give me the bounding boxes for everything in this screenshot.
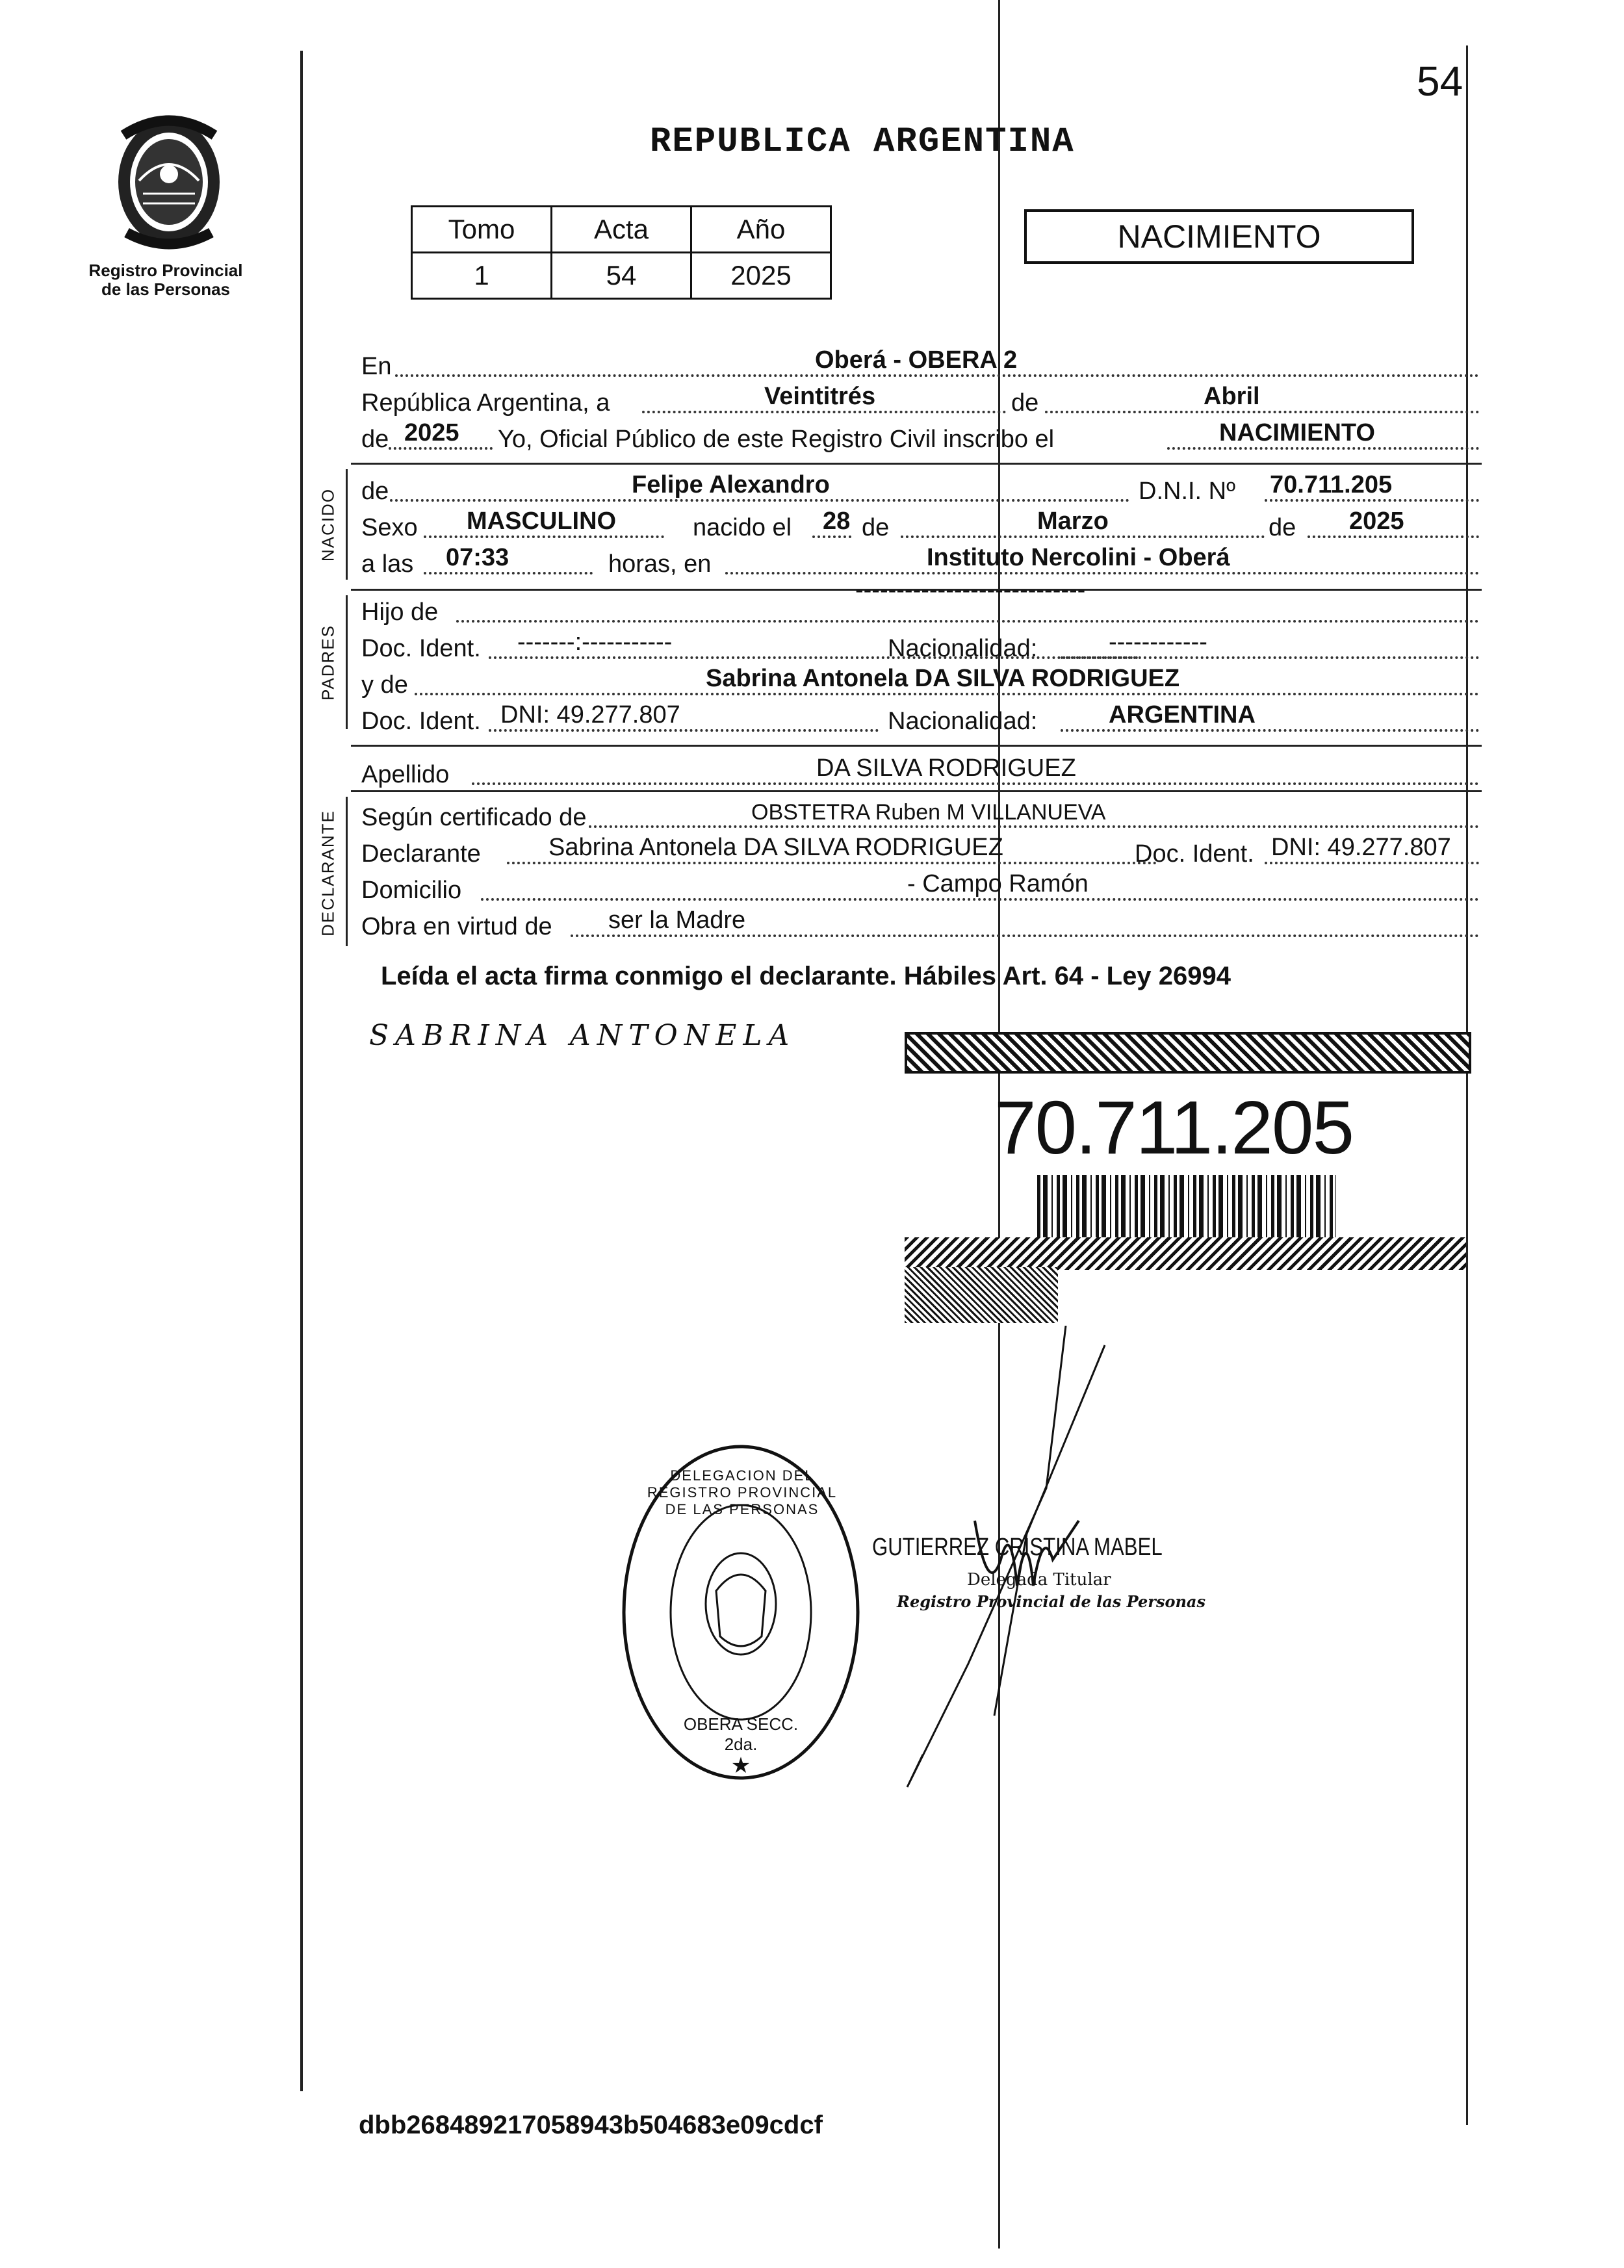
table-cell: 54 <box>552 253 691 299</box>
apellido-label: Apellido <box>361 761 450 788</box>
declarante-section-label: DECLARANTE <box>318 810 338 936</box>
child-dni-value: 70.711.205 <box>1270 471 1393 498</box>
a-las-label: a las <box>361 550 414 578</box>
logo-caption <box>84 261 247 299</box>
security-pattern-bottom <box>905 1237 1466 1270</box>
decl-doc-label: Doc. Ident. <box>1135 840 1254 868</box>
nacido-bracket <box>346 469 348 580</box>
nacionalidad-label-2: Nacionalidad: <box>888 708 1038 735</box>
birth-month-value: Marzo <box>1037 508 1109 535</box>
padres-line-hijo <box>361 576 1479 629</box>
nacido-line-sexo <box>361 504 1479 545</box>
tomo-acta-anio-table <box>411 205 832 300</box>
de-label-2: de <box>361 426 389 453</box>
father-doc-value: -------:----------- <box>517 628 673 656</box>
table-header-cell: Acta <box>552 207 691 253</box>
intro-line-year <box>361 416 1479 456</box>
stamp-bottom-text: OBERA SECC. 2da. <box>683 1714 799 1754</box>
de-label-3: de <box>1269 514 1296 541</box>
sexo-value: MASCULINO <box>467 508 617 535</box>
apellido-value: DA SILVA RODRIGUEZ <box>816 754 1076 782</box>
declarante-line-name <box>361 831 1479 871</box>
leida-statement: Leída el acta firma conmigo el declarante. Hábiles Art. 64 - Ley 26994 <box>381 962 1231 990</box>
mother-name-value: Sabrina Antonela DA SILVA RODRIGUEZ <box>706 665 1180 692</box>
official-round-stamp <box>619 1441 863 1783</box>
apellido-line <box>361 751 1479 792</box>
declarante-bracket <box>346 797 348 946</box>
table-cell: 1 <box>412 253 552 299</box>
en-label: En <box>361 353 392 380</box>
intro-line-en <box>361 343 1479 383</box>
y-de-label: y de <box>361 671 408 699</box>
declarante-line-cert <box>361 794 1479 834</box>
sexo-label: Sexo <box>361 514 418 541</box>
document-hash: dbb268489217058943b504683e09cdcf <box>359 2111 823 2139</box>
month-value: Abril <box>1204 383 1260 410</box>
cert-value: OBSTETRA Ruben M VILLANUEVA <box>751 800 1106 825</box>
inscribe-type-value: NACIMIENTO <box>1219 419 1375 446</box>
mother-doc-value: DNI: 49.277.807 <box>500 701 680 728</box>
nacido-line-name <box>361 468 1479 508</box>
padres-section-label: PADRES <box>318 625 338 701</box>
table-header-row <box>412 207 831 253</box>
declarante-line-obra <box>361 903 1479 944</box>
barcode <box>1037 1175 1336 1237</box>
declarant-handwritten-signature: SABRINA ANTONELA <box>369 1019 796 1052</box>
de-label: de <box>1011 389 1039 417</box>
province-logo <box>110 109 227 259</box>
birth-place-value: Instituto Nercolini - Oberá <box>927 544 1230 571</box>
signature-icon <box>897 1326 1157 1807</box>
father-name-value: ---------------------------- <box>855 576 1086 604</box>
birth-year-value: 2025 <box>1349 508 1404 535</box>
left-margin-line <box>300 51 303 2091</box>
doc-ident-label-2: Doc. Ident. <box>361 708 481 735</box>
section-divider <box>351 745 1482 747</box>
declarante-name-value: Sabrina Antonela DA SILVA RODRIGUEZ <box>548 834 1003 861</box>
nacido-section-label: NACIDO <box>318 487 338 562</box>
doc-ident-label: Doc. Ident. <box>361 635 481 662</box>
year-value: 2025 <box>404 419 459 446</box>
nacido-el-label: nacido el <box>693 514 792 541</box>
section-divider <box>351 463 1482 465</box>
security-pattern-top <box>905 1032 1471 1074</box>
security-hologram <box>905 1267 1058 1323</box>
nacionalidad-label: Nacionalidad: <box>888 635 1038 662</box>
republica-label: República Argentina, a <box>361 389 610 417</box>
padres-bracket <box>346 595 348 729</box>
mother-nac-value: ARGENTINA <box>1109 701 1256 728</box>
obra-value: ser la Madre <box>608 907 746 934</box>
domicilio-label: Domicilio <box>361 877 462 904</box>
intro-line-republica <box>361 380 1479 420</box>
de-label: de <box>361 478 389 505</box>
nacido-line-hora <box>361 541 1479 581</box>
table-header-cell: Tomo <box>412 207 552 253</box>
declarante-line-domicilio <box>361 867 1479 907</box>
hijo-de-label: Hijo de <box>361 599 439 626</box>
svg-text:★: ★ <box>730 1753 751 1778</box>
domicilio-value: - Campo Ramón <box>907 870 1089 897</box>
table-cell: 2025 <box>691 253 831 299</box>
section-divider <box>351 790 1482 792</box>
official-name: GUTIERREZ CRISTINA MABEL <box>872 1534 1163 1561</box>
coat-of-arms-icon <box>110 109 227 259</box>
table-header-cell: Año <box>691 207 831 253</box>
day-text-value: Veintitrés <box>764 383 876 410</box>
de-label-2: de <box>862 514 890 541</box>
declarante-doc-value: DNI: 49.277.807 <box>1271 834 1451 861</box>
oficial-text: Yo, Oficial Público de este Registro Civil inscribo el <box>498 426 1055 453</box>
logo-caption-line-1: Registro Provincial <box>88 261 243 280</box>
place-value: Oberá - OBERA 2 <box>815 346 1018 374</box>
table-row <box>412 253 831 299</box>
stamp-ring-text: DELEGACION DEL REGISTRO PROVINCIAL DE LAS PERSONAS <box>647 1467 838 1517</box>
dni-label: D.N.I. Nº <box>1139 478 1235 505</box>
record-type-box: NACIMIENTO <box>1024 209 1414 264</box>
padres-line-mother-doc <box>361 698 1479 738</box>
father-nac-value: ------------ <box>1109 628 1207 656</box>
birth-day-value: 28 <box>823 508 851 535</box>
logo-caption-line-2: de las Personas <box>101 279 230 299</box>
official-signature-scrawl <box>897 1326 1157 1807</box>
horas-label: horas, en <box>608 550 712 578</box>
padres-line-mother <box>361 662 1479 702</box>
obra-label: Obra en virtud de <box>361 913 552 940</box>
padres-line-father-doc <box>361 625 1479 665</box>
birth-time-value: 07:33 <box>446 544 509 571</box>
cert-label: Según certificado de <box>361 804 587 831</box>
child-name-value: Felipe Alexandro <box>632 471 830 498</box>
official-title: Delegada Titular <box>967 1570 1111 1590</box>
official-office: Registro Provincial de las Personas <box>897 1592 1205 1611</box>
page-title: REPUBLICA ARGENTINA <box>650 122 1075 162</box>
barcode-number: 70.711.205 <box>994 1085 1353 1170</box>
page-number: 54 <box>1417 58 1463 105</box>
declarante-label: Declarante <box>361 840 481 868</box>
